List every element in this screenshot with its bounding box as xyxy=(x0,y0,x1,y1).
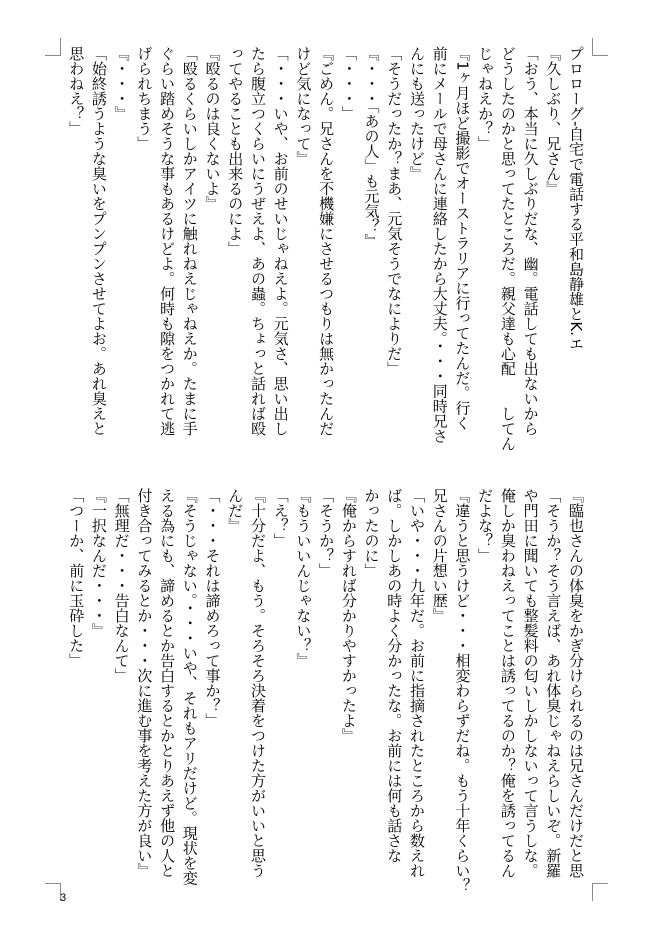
crop-mark-top-left xyxy=(45,38,61,56)
text-column: 付き合ってみるとか・・・次に進む事を考えた方が良い』 xyxy=(135,488,154,878)
text-column: 兄さんの片想い歴』 xyxy=(430,488,449,623)
text-column: 『・・・』 xyxy=(112,46,131,121)
text-column: 「そうか？そう言えば、あれ体臭じゃねえらしいぞ。新羅 xyxy=(544,488,563,878)
text-column: 「つーか、前に玉砕した」 xyxy=(67,488,86,668)
text-column: げられちまう」 xyxy=(135,46,154,151)
text-column: 『ごめん。兄さんを不機嫌にさせるつもりは無かったんだ xyxy=(317,46,336,436)
text-column: どうしたのかと思ってたところだ。親父達も心配 してん xyxy=(498,46,517,451)
text-column: 『殴るのは良くないよ』 xyxy=(203,46,222,211)
text-column: けど気になって』 xyxy=(294,46,313,166)
chapter-title: プロローグ-自宅で電話する平和島静雄とK.エ xyxy=(567,46,585,352)
crop-mark-bottom-right xyxy=(592,883,608,901)
text-column: ぐらい踏めそうな事もあるけどよ。何時も隙をつかれて逃 xyxy=(158,46,177,436)
text-column: 「・・・それは諦めろって事か？」 xyxy=(203,488,222,728)
text-column: 「無理だ・・・告白なんて」 xyxy=(112,488,131,683)
text-column: 「始終誘うような臭いをプンプンさせてよお。あれ臭えと xyxy=(89,46,108,436)
text-column: 俺しか臭わねえってことは誘ってるのか？俺を誘ってるん xyxy=(498,488,517,878)
text-column: 『十分だよ、もう。そろそろ決着をつけた方がいいと思う xyxy=(248,488,267,878)
text-column: 前にメールで母さんに連絡したから大丈夫。・・・同時兄さ xyxy=(430,46,449,444)
text-column: たら腹立つくらいにうぜえよ、あの蟲。ちょっと話れば殴 xyxy=(248,46,267,436)
text-column: 「殴るくらいしかアイツに触れねえじゃねえか。たまに手 xyxy=(180,46,199,436)
lower-text-block xyxy=(64,488,587,898)
text-column: 「そうか？」 xyxy=(317,488,336,578)
text-column: 「・・・いや、お前のせいじゃねえよ。元気さ、思い出し xyxy=(271,46,290,436)
text-column: 『一択なんだ・・・』 xyxy=(89,488,108,638)
crop-mark-top-right xyxy=(592,38,608,56)
text-column: んだ』 xyxy=(226,488,245,533)
text-column: 『久しぶり、兄さん』 xyxy=(544,46,563,196)
text-column: ば。しかしあの時よく分かったな。お前には何も話さな xyxy=(385,488,404,863)
text-column: や門田に聞いても整髪料の匂いしかしないって言うしな。 xyxy=(521,488,540,878)
text-column: える為にも、諦めるとか告白するとかとりあえず他の人と xyxy=(158,488,177,878)
text-column: 『・・・「あの人」も元気？』 xyxy=(362,46,381,249)
text-column: 「え？」 xyxy=(271,488,290,548)
text-column: 『違うと思うけど・・・相変わらずだね。もう十年くらい？ xyxy=(453,488,472,893)
crop-mark-bottom-left xyxy=(45,883,61,901)
text-column: 『俺からすれば分かりやすかったよ』 xyxy=(339,488,358,743)
text-column: 『臨也さんの体臭をかぎ分けられるのは兄さんだけだと思 xyxy=(567,488,585,878)
text-column: 「そうだったか？まあ、元気そうでなによりだ」 xyxy=(385,46,404,376)
text-column: 「・・・」 xyxy=(339,46,358,121)
text-column: 『もういいんじゃない？』 xyxy=(294,488,313,668)
text-column: だよな？」 xyxy=(476,488,495,563)
page-number: 3 xyxy=(60,892,67,904)
text-column: 『1ヶ月ほど撮影でオーストラリアに行ってたんだ。行く xyxy=(453,46,472,431)
text-column: 『そうじゃない。・・・いや、それもアリだけど。現状を変 xyxy=(180,488,199,886)
upper-text-block xyxy=(64,46,587,456)
text-column: んにも送ったけど』 xyxy=(407,46,426,181)
text-column: 「おう、本当に久しぶりだな、幽。電話しても出ないから xyxy=(521,46,540,436)
text-column: じゃねえか？」 xyxy=(476,46,495,151)
text-column: 思わねえ？」 xyxy=(67,46,86,136)
text-column: かったのに」 xyxy=(362,488,381,578)
text-column: ってやることも出来るのによ」 xyxy=(226,46,245,256)
text-column: 「いや・・・九年だ。お前に指摘されたところから数えれ xyxy=(407,488,426,878)
